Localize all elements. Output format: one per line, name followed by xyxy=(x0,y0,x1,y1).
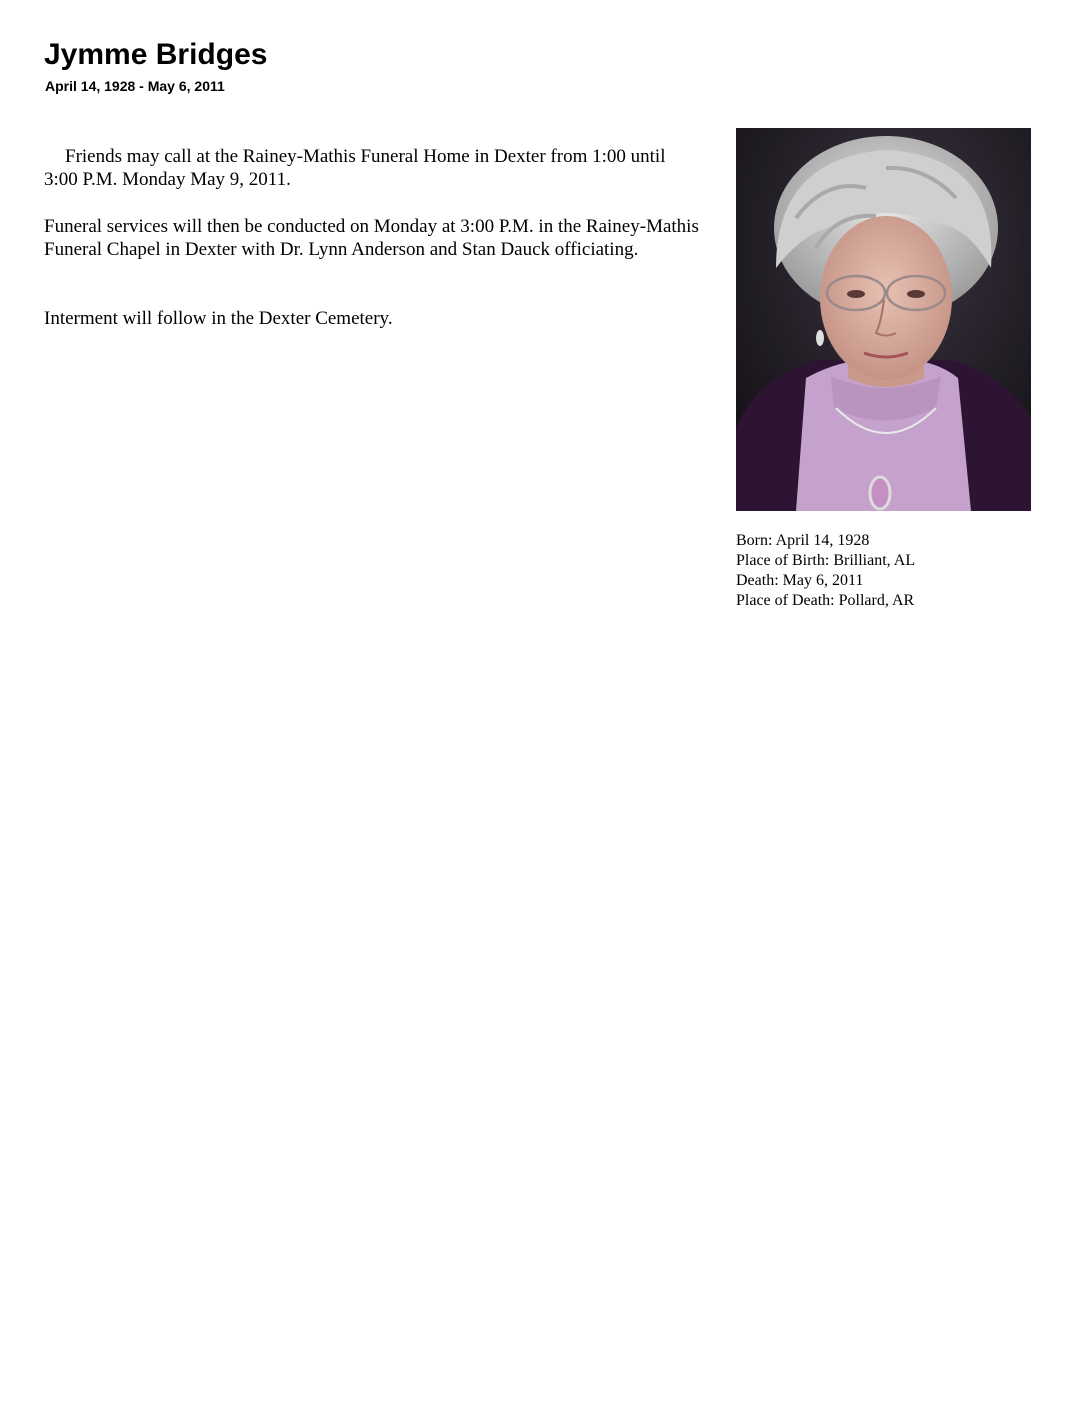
born-fact: Born: April 14, 1928 xyxy=(736,532,870,549)
services-paragraph: Funeral services will then be conducted on Monday at 3:00 P.M. in the Rainey-Mathis Funeral Chapel in Dexter with Dr. Lynn Anderson and Stan Dauck officiating. xyxy=(44,216,699,260)
place-of-death-fact: Place of Death: Pollard, AR xyxy=(736,592,915,609)
visitation-line-2: 3:00 P.M. Monday May 9, 2011. xyxy=(44,169,291,190)
interment-paragraph: Interment will follow in the Dexter Cemetery. xyxy=(44,308,393,329)
vital-facts xyxy=(736,531,915,611)
deceased-name: Jymme Bridges xyxy=(44,38,268,71)
portrait-illustration xyxy=(736,128,1031,511)
visitation-paragraph xyxy=(44,145,764,191)
life-dates: April 14, 1928 - May 6, 2011 xyxy=(45,78,225,94)
death-fact: Death: May 6, 2011 xyxy=(736,572,864,589)
place-of-birth-fact: Place of Birth: Brilliant, AL xyxy=(736,552,916,569)
visitation-line-1: Friends may call at the Rainey-Mathis Funeral Home in Dexter from 1:00 until xyxy=(65,146,666,167)
portrait-photo xyxy=(736,128,1031,511)
